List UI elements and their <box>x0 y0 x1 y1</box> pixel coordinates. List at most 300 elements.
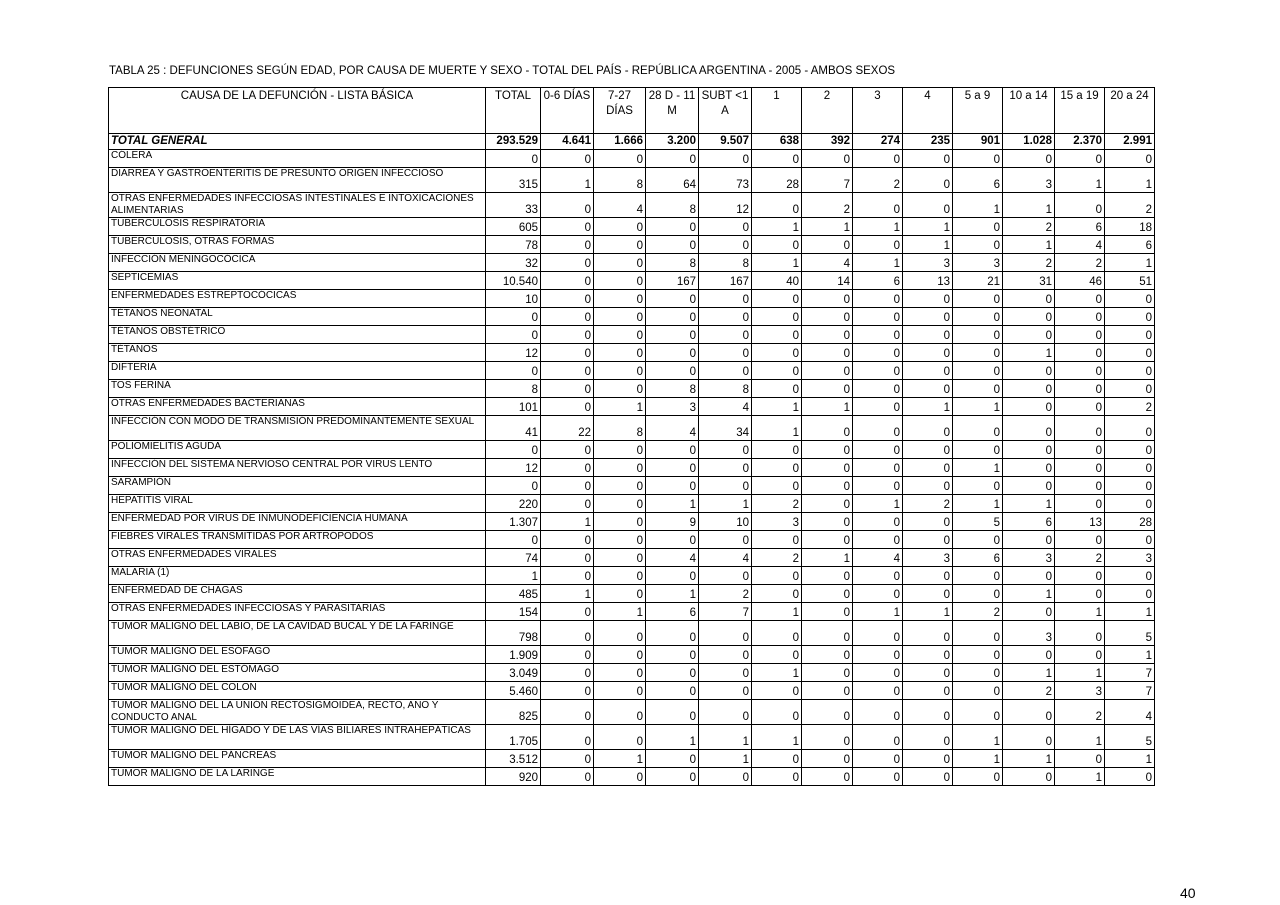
value-cell: 1 <box>594 750 646 768</box>
value-cell: 0 <box>1003 308 1055 326</box>
cause-cell: POLIOMIELITIS AGUDA <box>109 441 486 459</box>
table-row <box>109 513 1155 531</box>
value-cell: 0 <box>903 682 953 700</box>
value-cell: 0 <box>903 664 953 682</box>
cause-cell: TUBERCULOSIS, OTRAS FORMAS <box>109 236 486 254</box>
cause-cell: INFECCIÓN CON MODO DE TRANSMISIÓN PREDOMINANTEMENTE SEXUAL <box>109 416 486 441</box>
value-cell: 6 <box>1003 513 1055 531</box>
value-cell: 0 <box>802 585 853 603</box>
value-cell: 2 <box>802 193 853 218</box>
table-row <box>109 441 1155 459</box>
value-cell: 0 <box>1105 308 1155 326</box>
value-cell: 0 <box>853 700 903 725</box>
table-row <box>109 664 1155 682</box>
value-cell: 28 <box>1105 513 1155 531</box>
value-cell: 0 <box>594 682 646 700</box>
value-cell: 0 <box>1003 603 1055 621</box>
cause-cell: SARAMPIÓN <box>109 477 486 495</box>
cause-cell: SEPTICEMIAS <box>109 272 486 290</box>
cause-cell: MALARIA (1) <box>109 567 486 585</box>
value-cell: 0 <box>853 441 903 459</box>
value-cell: 315 <box>486 168 541 193</box>
value-cell: 0 <box>953 326 1003 344</box>
value-cell: 2 <box>1055 700 1105 725</box>
value-cell: 32 <box>486 254 541 272</box>
value-cell: 3 <box>903 549 953 567</box>
value-cell: 3.200 <box>646 134 699 150</box>
value-cell: 0 <box>953 441 1003 459</box>
value-cell: 0 <box>853 531 903 549</box>
value-cell: 0 <box>594 700 646 725</box>
value-cell: 1 <box>1105 646 1155 664</box>
value-cell: 6 <box>853 272 903 290</box>
value-cell: 0 <box>802 308 853 326</box>
value-cell: 0 <box>646 531 699 549</box>
value-cell: 1 <box>1055 768 1105 786</box>
value-cell: 0 <box>853 477 903 495</box>
value-cell: 0 <box>541 326 594 344</box>
value-cell: 1 <box>752 603 802 621</box>
value-cell: 3 <box>1003 549 1055 567</box>
cause-cell: TUMOR MALIGNO DEL ESTÓMAGO <box>109 664 486 682</box>
value-cell: 0 <box>646 441 699 459</box>
value-cell: 0 <box>541 750 594 768</box>
value-cell: 0 <box>802 621 853 646</box>
value-cell: 0 <box>486 477 541 495</box>
value-cell: 0 <box>1105 441 1155 459</box>
table-row <box>109 344 1155 362</box>
value-cell: 1 <box>594 398 646 416</box>
value-cell: 0 <box>903 459 953 477</box>
table-row <box>109 646 1155 664</box>
value-cell: 0 <box>646 362 699 380</box>
value-cell: 0 <box>699 150 752 168</box>
value-cell: 0 <box>1105 380 1155 398</box>
value-cell: 0 <box>903 567 953 585</box>
value-cell: 1 <box>1105 254 1155 272</box>
value-cell: 0 <box>646 477 699 495</box>
value-cell: 0 <box>699 531 752 549</box>
value-cell: 0 <box>853 193 903 218</box>
cause-cell: HEPATITIS VIRAL <box>109 495 486 513</box>
cause-cell: DIFTERIA <box>109 362 486 380</box>
value-cell: 28 <box>752 168 802 193</box>
value-cell: 0 <box>699 567 752 585</box>
value-cell: 0 <box>646 768 699 786</box>
value-cell: 1 <box>1003 236 1055 254</box>
value-cell: 638 <box>752 134 802 150</box>
value-cell: 5.460 <box>486 682 541 700</box>
value-cell: 2.370 <box>1055 134 1105 150</box>
value-cell: 0 <box>541 682 594 700</box>
value-cell: 1.909 <box>486 646 541 664</box>
value-cell: 0 <box>699 362 752 380</box>
cause-cell: CÓLERA <box>109 150 486 168</box>
table-row <box>109 380 1155 398</box>
value-cell: 0 <box>1055 531 1105 549</box>
value-cell: 2 <box>953 603 1003 621</box>
value-cell: 0 <box>594 344 646 362</box>
value-cell: 10 <box>699 513 752 531</box>
value-cell: 4.641 <box>541 134 594 150</box>
value-cell: 1 <box>1105 750 1155 768</box>
value-cell: 0 <box>752 326 802 344</box>
value-cell: 0 <box>699 441 752 459</box>
value-cell: 0 <box>1003 459 1055 477</box>
value-cell: 64 <box>646 168 699 193</box>
header-col-13: 20 a 24 <box>1105 88 1155 134</box>
value-cell: 1 <box>699 750 752 768</box>
value-cell: 0 <box>853 768 903 786</box>
value-cell: 8 <box>699 254 752 272</box>
value-cell: 0 <box>1003 380 1055 398</box>
value-cell: 2 <box>752 495 802 513</box>
value-cell: 0 <box>1055 150 1105 168</box>
value-cell: 2.991 <box>1105 134 1155 150</box>
value-cell: 1 <box>1003 495 1055 513</box>
table-row <box>109 398 1155 416</box>
value-cell: 0 <box>541 567 594 585</box>
value-cell: 1 <box>953 495 1003 513</box>
cause-cell: TUMOR MALIGNO DEL COLON <box>109 682 486 700</box>
value-cell: 0 <box>594 513 646 531</box>
value-cell: 1 <box>903 603 953 621</box>
table-row <box>109 150 1155 168</box>
header-col-7: 2 <box>802 88 853 134</box>
value-cell: 0 <box>541 459 594 477</box>
value-cell: 0 <box>594 725 646 750</box>
value-cell: 2 <box>699 585 752 603</box>
value-cell: 0 <box>853 362 903 380</box>
value-cell: 0 <box>646 682 699 700</box>
value-cell: 1 <box>853 603 903 621</box>
value-cell: 0 <box>802 290 853 308</box>
value-cell: 0 <box>903 700 953 725</box>
value-cell: 0 <box>594 585 646 603</box>
value-cell: 3 <box>953 254 1003 272</box>
value-cell: 1 <box>1003 344 1055 362</box>
value-cell: 0 <box>903 768 953 786</box>
value-cell: 0 <box>594 477 646 495</box>
value-cell: 0 <box>802 646 853 664</box>
value-cell: 0 <box>541 495 594 513</box>
value-cell: 0 <box>802 531 853 549</box>
value-cell: 0 <box>853 725 903 750</box>
cause-cell: INFECCIÓN MENINGOCÓCICA <box>109 254 486 272</box>
value-cell: 13 <box>903 272 953 290</box>
value-cell: 0 <box>903 344 953 362</box>
value-cell: 0 <box>853 513 903 531</box>
value-cell: 0 <box>953 646 1003 664</box>
table-title: TABLA 25 : DEFUNCIONES SEGÚN EDAD, POR CAUSA DE MUERTE Y SEXO - TOTAL DEL PAÍS - REPÚBLICA ARGENTINA - 2005 - AMBOS SEXOS <box>109 65 896 77</box>
value-cell: 0 <box>646 459 699 477</box>
value-cell: 41 <box>486 416 541 441</box>
value-cell: 0 <box>853 380 903 398</box>
table-row <box>109 567 1155 585</box>
value-cell: 0 <box>699 236 752 254</box>
value-cell: 8 <box>699 380 752 398</box>
value-cell: 0 <box>541 308 594 326</box>
value-cell: 0 <box>752 362 802 380</box>
value-cell: 1 <box>1055 168 1105 193</box>
table-row <box>109 750 1155 768</box>
value-cell: 0 <box>802 513 853 531</box>
value-cell: 0 <box>594 326 646 344</box>
value-cell: 0 <box>802 477 853 495</box>
total-row <box>109 134 1155 150</box>
value-cell: 293.529 <box>486 134 541 150</box>
value-cell: 0 <box>594 768 646 786</box>
value-cell: 0 <box>752 700 802 725</box>
value-cell: 4 <box>594 193 646 218</box>
value-cell: 0 <box>903 193 953 218</box>
value-cell: 0 <box>646 750 699 768</box>
value-cell: 0 <box>486 362 541 380</box>
value-cell: 0 <box>486 441 541 459</box>
value-cell: 4 <box>802 254 853 272</box>
value-cell: 1 <box>699 495 752 513</box>
value-cell: 0 <box>903 150 953 168</box>
value-cell: 2 <box>1055 549 1105 567</box>
cause-cell: DIARREA Y GASTROENTERITIS DE PRESUNTO ORIGEN INFECCIOSO <box>109 168 486 193</box>
value-cell: 21 <box>953 272 1003 290</box>
value-cell: 10 <box>486 290 541 308</box>
value-cell: 0 <box>1105 150 1155 168</box>
value-cell: 0 <box>541 380 594 398</box>
value-cell: 4 <box>1055 236 1105 254</box>
value-cell: 1 <box>646 495 699 513</box>
mortality-table <box>108 87 1155 786</box>
value-cell: 0 <box>541 603 594 621</box>
value-cell: 0 <box>802 459 853 477</box>
table-row <box>109 477 1155 495</box>
value-cell: 7 <box>802 168 853 193</box>
value-cell: 0 <box>752 750 802 768</box>
value-cell: 0 <box>1105 344 1155 362</box>
value-cell: 1 <box>752 664 802 682</box>
value-cell: 605 <box>486 218 541 236</box>
value-cell: 0 <box>853 344 903 362</box>
value-cell: 6 <box>646 603 699 621</box>
value-cell: 0 <box>1055 495 1105 513</box>
value-cell: 0 <box>1055 290 1105 308</box>
value-cell: 3.049 <box>486 664 541 682</box>
value-cell: 0 <box>802 567 853 585</box>
table-row <box>109 326 1155 344</box>
value-cell: 0 <box>903 725 953 750</box>
value-cell: 0 <box>486 308 541 326</box>
value-cell: 0 <box>853 567 903 585</box>
value-cell: 0 <box>802 416 853 441</box>
value-cell: 0 <box>953 768 1003 786</box>
value-cell: 1 <box>953 750 1003 768</box>
value-cell: 0 <box>752 567 802 585</box>
value-cell: 0 <box>752 344 802 362</box>
value-cell: 0 <box>594 308 646 326</box>
table-row <box>109 362 1155 380</box>
value-cell: 9 <box>646 513 699 531</box>
value-cell: 0 <box>541 218 594 236</box>
value-cell: 0 <box>1003 290 1055 308</box>
value-cell: 0 <box>1003 362 1055 380</box>
value-cell: 0 <box>853 398 903 416</box>
value-cell: 0 <box>1055 621 1105 646</box>
value-cell: 1 <box>699 725 752 750</box>
value-cell: 1 <box>752 725 802 750</box>
value-cell: 0 <box>541 664 594 682</box>
value-cell: 0 <box>1003 326 1055 344</box>
header-col-6: 1 <box>752 88 802 134</box>
value-cell: 0 <box>699 664 752 682</box>
value-cell: 31 <box>1003 272 1055 290</box>
value-cell: 0 <box>953 362 1003 380</box>
value-cell: 167 <box>699 272 752 290</box>
value-cell: 0 <box>802 750 853 768</box>
value-cell: 0 <box>903 441 953 459</box>
value-cell: 0 <box>1105 459 1155 477</box>
value-cell: 0 <box>1055 193 1105 218</box>
value-cell: 0 <box>1055 585 1105 603</box>
table-row <box>109 700 1155 725</box>
value-cell: 1 <box>953 725 1003 750</box>
value-cell: 0 <box>802 664 853 682</box>
value-cell: 0 <box>903 416 953 441</box>
value-cell: 0 <box>953 218 1003 236</box>
cause-cell: OTRAS ENFERMEDADES INFECCIOSAS INTESTINALES E INTOXICACIONES ALIMENTARIAS <box>109 193 486 218</box>
value-cell: 0 <box>646 326 699 344</box>
value-cell: 0 <box>541 700 594 725</box>
value-cell: 73 <box>699 168 752 193</box>
table-row <box>109 218 1155 236</box>
value-cell: 0 <box>541 344 594 362</box>
value-cell: 0 <box>903 750 953 768</box>
value-cell: 0 <box>1003 700 1055 725</box>
value-cell: 0 <box>802 768 853 786</box>
value-cell: 0 <box>541 362 594 380</box>
table-row <box>109 308 1155 326</box>
value-cell: 1 <box>953 193 1003 218</box>
value-cell: 0 <box>699 459 752 477</box>
value-cell: 0 <box>594 459 646 477</box>
value-cell: 1 <box>1003 193 1055 218</box>
value-cell: 485 <box>486 585 541 603</box>
value-cell: 1 <box>541 513 594 531</box>
value-cell: 0 <box>1003 646 1055 664</box>
value-cell: 0 <box>486 150 541 168</box>
value-cell: 0 <box>541 549 594 567</box>
header-col-8: 3 <box>853 88 903 134</box>
value-cell: 0 <box>1055 459 1105 477</box>
value-cell: 0 <box>953 664 1003 682</box>
value-cell: 0 <box>1055 567 1105 585</box>
value-cell: 0 <box>1105 768 1155 786</box>
header-col-5: SUBT <1 A <box>699 88 752 134</box>
value-cell: 7 <box>699 603 752 621</box>
value-cell: 0 <box>541 646 594 664</box>
value-cell: 22 <box>541 416 594 441</box>
value-cell: 0 <box>903 290 953 308</box>
cause-cell: TÉTANOS OBSTÉTRICO <box>109 326 486 344</box>
cause-cell: TOTAL GENERAL <box>109 134 486 150</box>
table-row <box>109 531 1155 549</box>
value-cell: 0 <box>1003 441 1055 459</box>
value-cell: 0 <box>541 236 594 254</box>
value-cell: 1 <box>903 236 953 254</box>
value-cell: 0 <box>699 768 752 786</box>
value-cell: 0 <box>903 531 953 549</box>
value-cell: 2 <box>853 168 903 193</box>
value-cell: 8 <box>594 416 646 441</box>
value-cell: 3 <box>1003 168 1055 193</box>
value-cell: 1.307 <box>486 513 541 531</box>
cause-cell: TÉTANOS <box>109 344 486 362</box>
table-row <box>109 768 1155 786</box>
value-cell: 1 <box>752 254 802 272</box>
value-cell: 0 <box>646 700 699 725</box>
header-cause: CAUSA DE LA DEFUNCIÓN - LISTA BÁSICA <box>109 88 486 134</box>
value-cell: 0 <box>594 621 646 646</box>
value-cell: 0 <box>699 477 752 495</box>
value-cell: 0 <box>1105 477 1155 495</box>
value-cell: 0 <box>953 585 1003 603</box>
value-cell: 74 <box>486 549 541 567</box>
value-cell: 1 <box>1055 603 1105 621</box>
value-cell: 0 <box>752 290 802 308</box>
value-cell: 1 <box>903 218 953 236</box>
value-cell: 4 <box>853 549 903 567</box>
value-cell: 0 <box>1105 290 1155 308</box>
table-row <box>109 290 1155 308</box>
value-cell: 0 <box>953 380 1003 398</box>
value-cell: 0 <box>1055 750 1105 768</box>
value-cell: 0 <box>1003 150 1055 168</box>
value-cell: 0 <box>541 254 594 272</box>
value-cell: 1 <box>541 168 594 193</box>
value-cell: 5 <box>1105 621 1155 646</box>
table-row <box>109 272 1155 290</box>
value-cell: 0 <box>953 416 1003 441</box>
value-cell: 1.705 <box>486 725 541 750</box>
cause-cell: TOS FERINA <box>109 380 486 398</box>
table-row <box>109 254 1155 272</box>
value-cell: 0 <box>594 664 646 682</box>
value-cell: 0 <box>594 531 646 549</box>
value-cell: 13 <box>1055 513 1105 531</box>
value-cell: 1 <box>594 603 646 621</box>
header-col-11: 10 a 14 <box>1003 88 1055 134</box>
value-cell: 1 <box>752 218 802 236</box>
value-cell: 0 <box>699 326 752 344</box>
value-cell: 0 <box>1055 477 1105 495</box>
value-cell: 8 <box>646 380 699 398</box>
value-cell: 1 <box>802 218 853 236</box>
value-cell: 0 <box>1003 477 1055 495</box>
cause-cell: ENFERMEDADES ESTREPTOCÓCICAS <box>109 290 486 308</box>
header-col-3: 7-27 DÍAS <box>594 88 646 134</box>
value-cell: 4 <box>646 549 699 567</box>
value-cell: 0 <box>752 236 802 254</box>
value-cell: 1 <box>1105 168 1155 193</box>
value-cell: 1 <box>486 567 541 585</box>
value-cell: 0 <box>1055 646 1105 664</box>
value-cell: 0 <box>1055 441 1105 459</box>
value-cell: 0 <box>594 290 646 308</box>
value-cell: 0 <box>1055 326 1105 344</box>
value-cell: 0 <box>802 326 853 344</box>
value-cell: 0 <box>853 750 903 768</box>
value-cell: 101 <box>486 398 541 416</box>
value-cell: 1 <box>853 218 903 236</box>
